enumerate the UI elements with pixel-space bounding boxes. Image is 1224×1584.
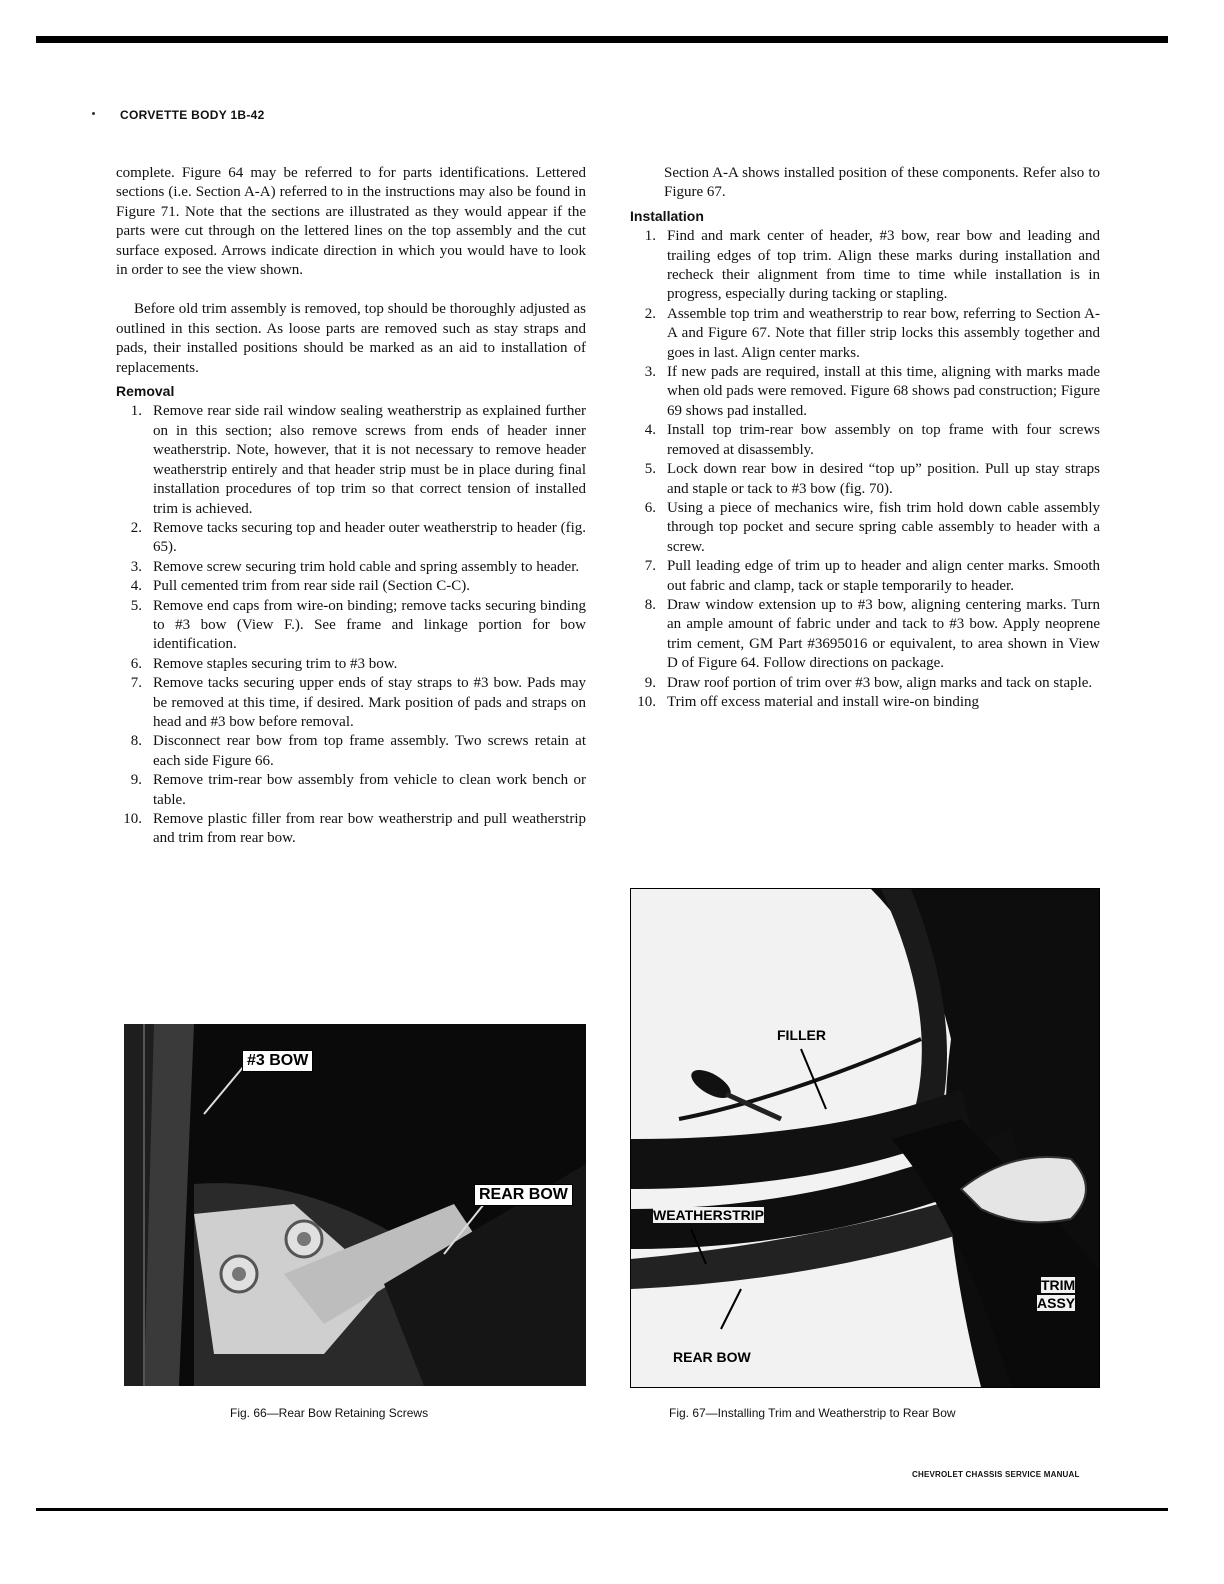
installed-position-paragraph: Section A-A shows installed position of these components. Refer also to Figure 67. bbox=[664, 165, 1100, 201]
running-head: CORVETTE BODY 1B-42 bbox=[120, 108, 265, 122]
bow-3-label: #3 BOW bbox=[242, 1050, 313, 1072]
assy-label: ASSY bbox=[1037, 1295, 1076, 1311]
pre-removal-paragraph: Before old trim assembly is removed, top should be thoroughly adjusted as outlined in this section. As loose parts are removed such as stay straps and pads, their installed positions should be marked as an aid to installation of replacements. bbox=[116, 301, 586, 376]
list-item: 7. Pull leading edge of trim up to header and align center marks. Smooth out fabric and clamp, tack or staple temporarily to header. bbox=[644, 558, 1100, 594]
figure-67-caption: Fig. 67—Installing Trim and Weatherstrip to Rear Bow bbox=[669, 1406, 956, 1420]
figure-67-photo bbox=[630, 888, 1100, 1388]
right-column bbox=[630, 164, 1100, 712]
list-item: 8. Draw window extension up to #3 bow, aligning centering marks. Turn an ample amount of fabric under and tack to #3 bow. Apply neoprene trim cement, GM Part #3695016 or equivalent, to area shown in View D of Figure 64. Follow directions on package. bbox=[644, 596, 1100, 672]
rear-bow-label: REAR BOW bbox=[673, 1349, 751, 1365]
list-item: 2. Assemble top trim and weatherstrip to rear bow, referring to Section A-A and Figure 67. Note that filler strip locks this assembly together and goes in last. Align center marks. bbox=[644, 305, 1100, 361]
top-rule bbox=[36, 36, 1168, 43]
list-item: 4. Pull cemented trim from rear side rail (Section C-C). bbox=[130, 578, 470, 595]
figure-66-photo bbox=[124, 1024, 586, 1386]
list-item: 7. Remove tacks securing upper ends of stay straps to #3 bow. Pads may be removed at this time, if desired. Mark position of pads and straps on head and #3 bow before removal. bbox=[130, 675, 586, 730]
list-item: 4. Install top trim-rear bow assembly on top frame with four screws removed at disassembly. bbox=[644, 422, 1100, 458]
rear-bow-label: REAR BOW bbox=[474, 1184, 573, 1206]
bottom-rule bbox=[36, 1508, 1168, 1511]
header-bullet bbox=[92, 112, 95, 115]
list-item: 10. Remove plastic filler from rear bow weatherstrip and pull weatherstrip and trim from rear bow. bbox=[123, 811, 586, 847]
list-item: 6. Using a piece of mechanics wire, fish trim hold down cable assembly through top pocket and secure spring cable assembly to header with a screw. bbox=[644, 499, 1100, 555]
list-item: 1. Remove rear side rail window sealing weatherstrip as explained further on in this section; also remove screws from ends of header inner weatherstrip. Note, however, that it is not necessary to remove header weatherstrip entirely and that header strip must be in place during final installation procedures of top trim so that correct tension of installed trim is achieved. bbox=[130, 403, 586, 517]
list-item: 1. Find and mark center of header, #3 bow, rear bow and leading and trailing edges of top trim. Align these marks during installation and recheck their alignment from time to time while installation is in progress, especially during tacking or stapling. bbox=[644, 228, 1100, 303]
left-column bbox=[116, 164, 586, 849]
list-item: 3. Remove screw securing trim hold cable and spring assembly to header. bbox=[130, 558, 580, 575]
list-item: 5. Remove end caps from wire-on binding; remove tacks securing binding to #3 bow (View F.). See frame and linkage portion for bow identification. bbox=[130, 597, 586, 653]
list-item: 9. Remove trim-rear bow assembly from vehicle to clean work bench or table. bbox=[130, 772, 586, 808]
list-item: 10. Trim off excess material and install wire-on binding bbox=[637, 693, 980, 710]
list-item: 8. Disconnect rear bow from top frame assembly. Two screws retain at each side Figure 66. bbox=[130, 733, 586, 769]
list-item: 3. If new pads are required, install at this time, aligning with marks made when old pads were removed. Figure 68 shows pad construction; Figure 69 shows pad installed. bbox=[644, 364, 1100, 419]
figure-66-caption: Fig. 66—Rear Bow Retaining Screws bbox=[230, 1406, 429, 1420]
filler-label: FILLER bbox=[777, 1027, 826, 1043]
removal-heading: Removal bbox=[116, 383, 175, 400]
list-item: 2. Remove tacks securing top and header outer weatherstrip to header (fig. 65). bbox=[130, 519, 586, 556]
installation-steps bbox=[630, 227, 1100, 712]
list-item: 5. Lock down rear bow in desired “top up” position. Pull up stay straps and staple or tack to #3 bow (fig. 70). bbox=[644, 461, 1100, 497]
trim-weatherstrip-illustration bbox=[631, 889, 1099, 1387]
list-item: 6. Remove staples securing trim to #3 bow. bbox=[130, 655, 398, 672]
installation-heading: Installation bbox=[630, 207, 704, 224]
intro-paragraph: complete. Figure 64 may be referred to for parts identifications. Lettered sections (i.e. Section A-A) referred to in the instructions may also be found in Figure 71. Note that the sections are illustrated as they would appear if the parts were cut through on the lettered lines on the top assembly and the cut surface exposed. Arrows indicate direction in which you would have to look in order to see the view shown. bbox=[116, 165, 586, 279]
list-item: 9. Draw roof portion of trim over #3 bow, align marks and tack on staple. bbox=[644, 674, 1093, 691]
weatherstrip-label: WEATHERSTRIP bbox=[653, 1207, 764, 1223]
footer-text: CHEVROLET CHASSIS SERVICE MANUAL bbox=[912, 1470, 1080, 1479]
removal-steps bbox=[116, 402, 586, 848]
trim-label: TRIM bbox=[1041, 1277, 1076, 1293]
